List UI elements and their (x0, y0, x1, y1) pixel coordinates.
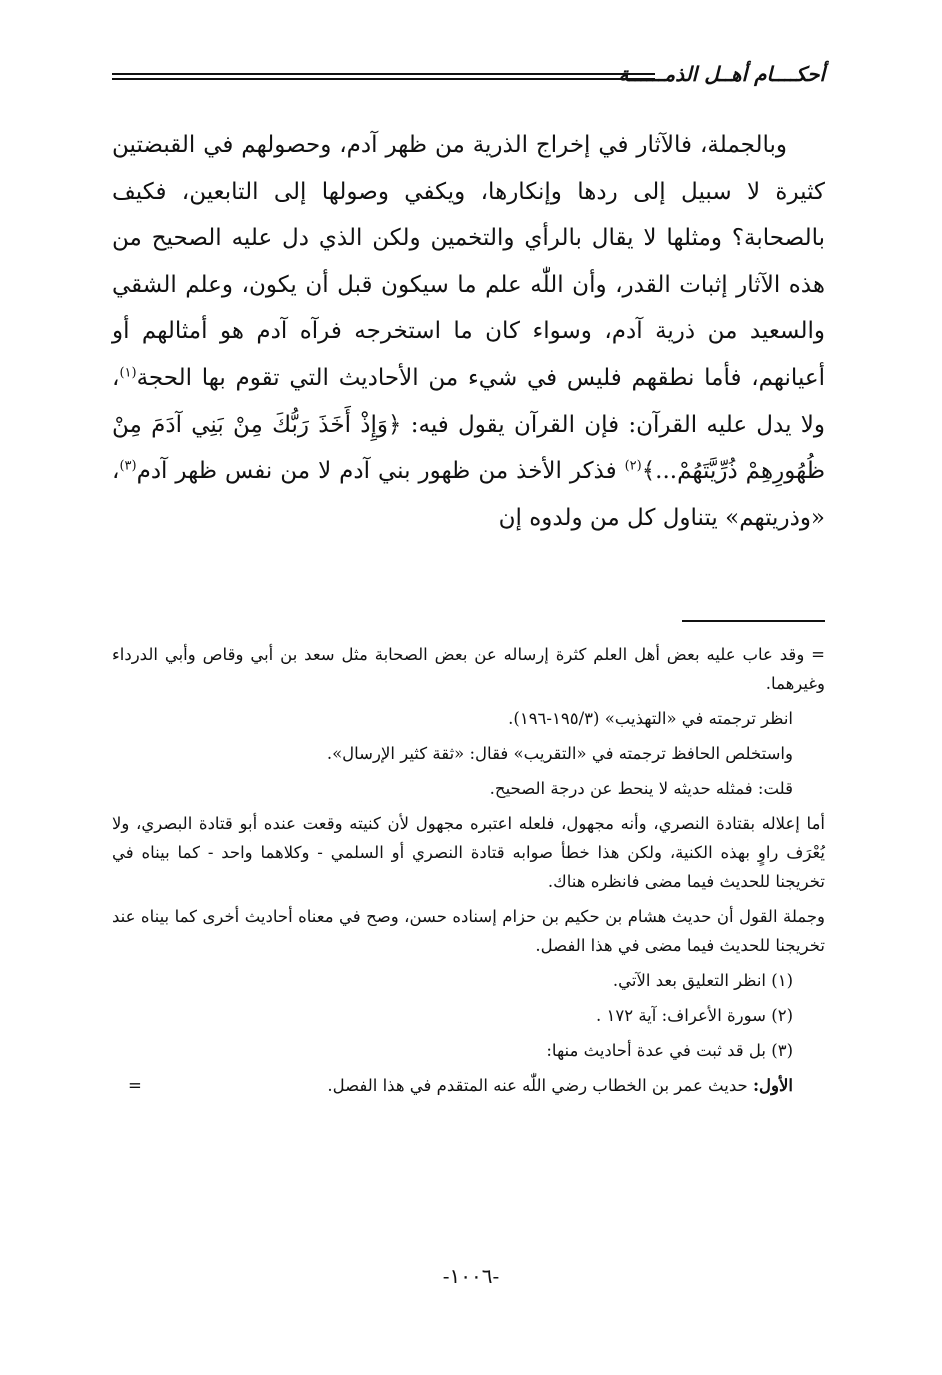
footnotes (112, 640, 825, 1106)
main-text (112, 122, 825, 541)
footnote-3: (٣) بل قد ثبت في عدة أحاديث منها: (546, 1041, 793, 1060)
footnote-paragraph: وجملة القول أن حديث هشام بن حكيم بن حزام إسناده حسن، وصح في معناه أحاديث أخرى كما بيناه عند تخريجنا للحديث فيما مضى في هذا الفصل. (112, 907, 825, 955)
running-header (112, 62, 825, 94)
footnote-divider (682, 620, 825, 622)
paragraph-text-part-3: فذكر الأخذ من ظهور بني آدم لا من نفس ظهر آدم (136, 458, 625, 485)
footnote-paragraph: أما إعلاله بقتادة النصري، وأنه مجهول، فلعله اعتبره مجهول لأن كنيته وقعت عنده أبو قتادة البصري، ولا يُعْرَف راوٍ بهذه الكنية، ولكن هذا خطأ صوابه قتادة النصري أو السلمي - وكلاهما واحد - كما بيناه في تخريجنا للحديث فيما مضى فانظره هناك. (112, 814, 825, 891)
footnote-3-item (112, 1071, 825, 1100)
footnote-line: انظر ترجمته في «التهذيب» (١٩٥/٣-١٩٦). (508, 709, 793, 728)
footnote-ref-2[interactable]: (٢) (624, 458, 642, 474)
paragraph-text-part-2: ، ولا يدل عليه القرآن: فإن القرآن يقول فيه: ﴿وَإِذْ أَخَذَ رَبُّكَ مِنْ بَنِي آدَمَ مِنْ ظُهُورِهِمْ ذُرِّيَّتَهُمْ...﴾ (112, 364, 826, 485)
footnote-line: واستخلص الحافظ ترجمته في «التقريب» فقال: «ثقة كثير الإرسال». (326, 744, 793, 763)
footnote-ref-3[interactable]: (٣) (119, 458, 137, 474)
footnote-1: (١) انظر التعليق بعد الآتي. (612, 971, 793, 990)
continuation-marker: = (128, 1076, 142, 1095)
footnote-line: قلت: فمثله حديثه لا ينحط عن درجة الصحيح. (489, 779, 793, 798)
footnote-item-label: الأول: (752, 1076, 793, 1095)
footnote-2: (٢) سورة الأعراف: آية ١٧٢ . (596, 1006, 793, 1025)
footnote-ref-1[interactable]: (١) (119, 365, 137, 381)
footnote-item-text: حديث عمر بن الخطاب رضي اللّٰه عنه المتقدم في هذا الفصل. (327, 1076, 753, 1095)
paragraph-text-part-1: وبالجملة، فالآثار في إخراج الذرية من ظهر آدم، وحصولهم في القبضتين كثيرة لا سبيل إلى ردها وإنكارها، ويكفي وصولها إلى التابعين، فكيف بالصحابة؟ ومثلها لا يقال بالرأي والتخمين ولكن الذي دل عليه الصحيح من هذه الآثار إثبات القدر، وأن اللّٰه علم ما سيكون قبل أن يكون، وعلم الشقي والسعيد من ذرية آدم، وسواء كان ما استخرجه فرآه آدم هو أمثالهم أو أعيانهم، فأما نطقهم فليس في شيء من الأحاديث التي تقوم بها الحجة (112, 132, 825, 391)
footnote-continuation: = وقد عاب عليه بعض أهل العلم كثرة إرساله عن بعض الصحابة مثل سعد بن أبي وقاص وأبي الدرداء وغيرهما. (112, 645, 825, 693)
main-paragraph (112, 122, 825, 541)
paragraph-text-part-4: ، «وذريتهم» يتناول كل من ولدوه إن (112, 458, 825, 531)
page-number: -١٠٠٦- (442, 1264, 500, 1288)
header-double-rule (112, 73, 655, 80)
header-title: أحكــــام أهــل الذمــــــة (618, 62, 825, 86)
